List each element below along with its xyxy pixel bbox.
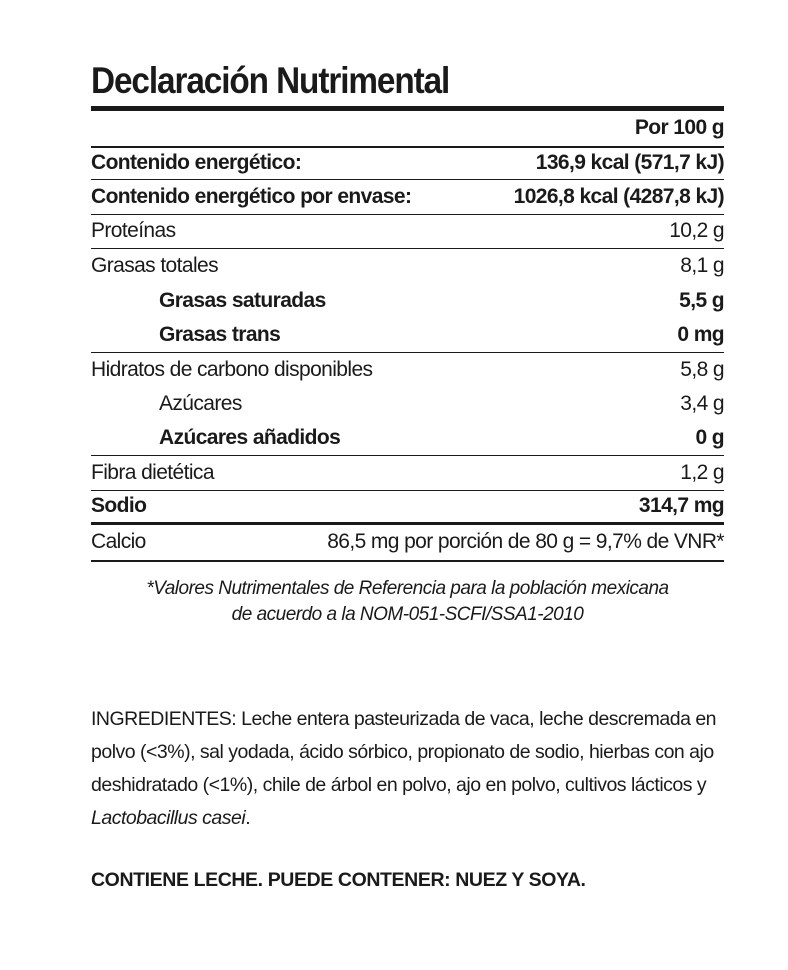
panel-title: Declaración Nutrimental (91, 60, 450, 101)
row-label: Proteínas (91, 219, 176, 243)
ingredients-body: INGREDIENTES: Leche entera pasteurizada de vaca, leche descremada en polvo (<3%), sal yodada, ácido sórbico, propionato de sodio, hierbas con ajo deshidratado (<1%), chile de árbol en polvo, ajo en polvo, cultivos lácticos y (91, 708, 717, 796)
table-row-calcium (91, 525, 724, 560)
row-label: Azúcares (159, 392, 242, 416)
row-value: 136,9 kcal (571,7 kJ) (535, 151, 724, 175)
table-header-row (91, 111, 724, 146)
vnr-footnote (91, 576, 724, 628)
row-label: Contenido energético por envase: (91, 184, 412, 208)
table-row-energy (91, 146, 724, 181)
row-label: Grasas trans (159, 322, 281, 346)
row-label: Azúcares añadidos (159, 426, 341, 450)
ingredients-end: . (245, 807, 251, 829)
table-row-carbohydrates (91, 353, 724, 388)
footnote-line: *Valores Nutrimentales de Referencia para la población mexicana (146, 577, 669, 599)
table-row-saturated-fat (91, 284, 724, 319)
row-label: Hidratos de carbono disponibles (91, 357, 373, 381)
row-value: 86,5 mg por porción de 80 g = 9,7% de VNR* (327, 530, 724, 554)
ingredients-text (91, 703, 731, 835)
row-label: Calcio (91, 530, 146, 554)
row-value: 0 g (695, 426, 724, 450)
table-row-fiber (91, 456, 724, 491)
allergen-statement: CONTIENE LECHE. PUEDE CONTENER: NUEZ Y SOYA. (91, 869, 586, 891)
per-100g-header: Por 100 g (634, 116, 724, 140)
table-row-sodium (91, 491, 724, 526)
row-label: Contenido energético: (91, 151, 302, 175)
table-row-proteins (91, 215, 724, 250)
table-row-trans-fat (91, 318, 724, 353)
row-value: 5,8 g (680, 357, 724, 381)
row-value: 10,2 g (669, 219, 724, 243)
row-label: Sodio (91, 494, 147, 518)
row-value: 8,1 g (680, 254, 724, 278)
row-label: Grasas totales (91, 254, 218, 278)
ingredients-italic: Lactobacillus casei (91, 807, 246, 829)
table-row-total-fat (91, 249, 724, 284)
row-value: 0 mg (677, 322, 724, 346)
row-value: 314,7 mg (638, 494, 724, 518)
row-value: 3,4 g (680, 392, 724, 416)
nutrition-table (91, 106, 724, 562)
row-value: 1026,8 kcal (4287,8 kJ) (513, 184, 724, 208)
row-value: 1,2 g (680, 460, 724, 484)
nutrition-panel (91, 58, 724, 628)
table-row-sugars (91, 387, 724, 422)
row-value: 5,5 g (679, 288, 724, 312)
row-label: Grasas saturadas (159, 288, 326, 312)
footnote-line: de acuerdo a la NOM-051-SCFI/SSA1-2010 (231, 603, 584, 625)
table-row-added-sugars (91, 422, 724, 457)
row-label: Fibra dietética (91, 460, 214, 484)
table-row-energy-package (91, 180, 724, 215)
